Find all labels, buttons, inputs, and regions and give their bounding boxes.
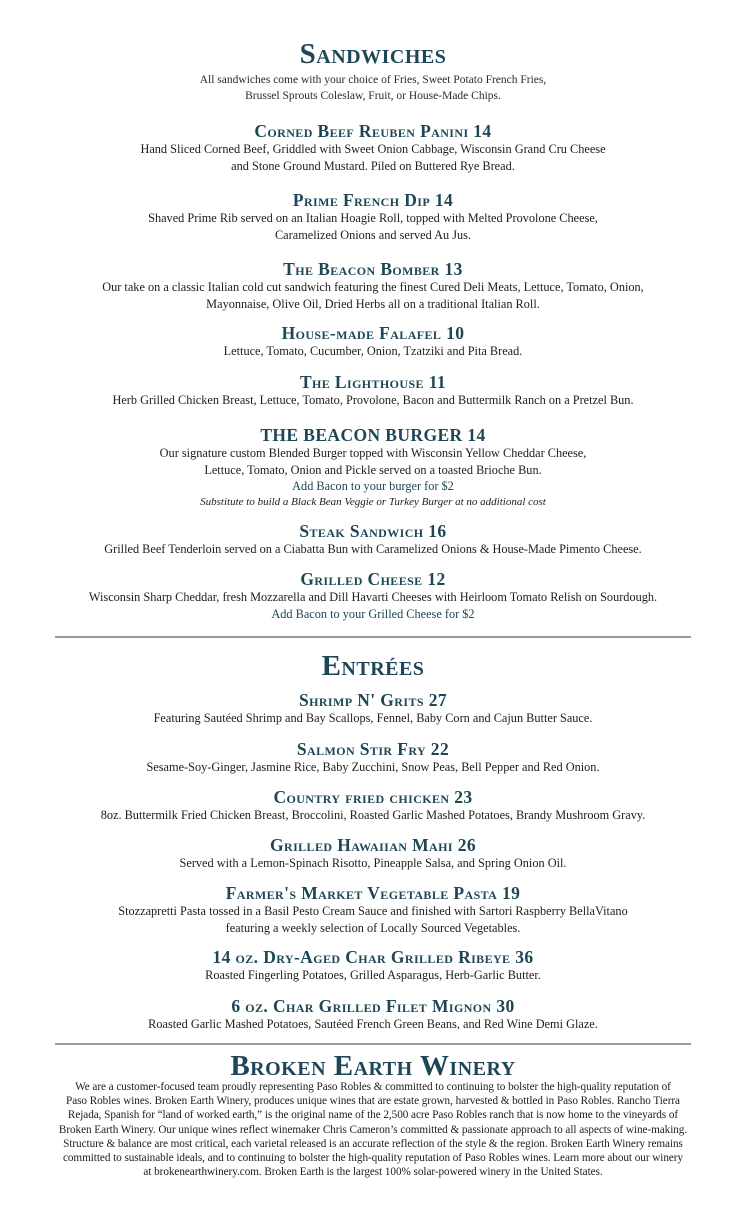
menu-item-prime-french-dip	[0, 190, 746, 243]
menu-item-salmon-stir-fry	[0, 739, 746, 776]
menu-item-steak-sandwich	[0, 521, 746, 558]
item-description: Hand Sliced Corned Beef, Griddled with Sweet Onion Cabbage, Wisconsin Grand Cru Cheese	[140, 142, 606, 156]
item-description: Served with a Lemon-Spinach Risotto, Pineapple Salsa, and Spring Onion Oil.	[179, 856, 567, 870]
item-description: and Stone Ground Mustard. Piled on Buttered Rye Bread.	[231, 158, 515, 173]
item-name: The Lighthouse 11	[299, 372, 447, 392]
item-description: Wisconsin Sharp Cheddar, fresh Mozzarella and Dill Havarti Cheeses with Heirloom Tomato Relish on Sourdough.	[88, 590, 658, 604]
item-name: House-made Falafel 10	[281, 323, 465, 343]
item-name: The Beacon Bomber 13	[283, 259, 463, 279]
item-name: Corned Beef Reuben Panini 14	[254, 121, 492, 141]
entrees-heading: Entrées	[321, 650, 425, 682]
item-description: featuring a weekly selection of Locally Sourced Vegetables.	[225, 920, 521, 935]
menu-item-shrimp-n-grits	[0, 690, 746, 727]
item-name: Shrimp N' Grits 27	[298, 690, 447, 710]
winery-line: We are a customer-focused team proudly representing Paso Robles & committed to continuing to bolster the high-quality reputation of	[75, 1081, 671, 1093]
item-description: Sesame-Soy-Ginger, Jasmine Rice, Baby Zucchini, Snow Peas, Bell Pepper and Red Onion.	[146, 760, 600, 774]
menu-item-beacon-burger	[0, 425, 746, 510]
menu-item-lighthouse	[0, 372, 746, 409]
item-description: Mayonnaise, Olive Oil, Dried Herbs all on a traditional Italian Roll.	[206, 296, 540, 311]
item-description: Lettuce, Tomato, Cucumber, Onion, Tzatziki and Pita Bread.	[223, 344, 523, 358]
item-description: Our signature custom Blended Burger topped with Wisconsin Yellow Cheddar Cheese,	[159, 446, 587, 460]
item-name: THE BEACON BURGER 14	[260, 425, 486, 445]
menu-item-corned-beef-reuben	[0, 121, 746, 174]
menu-item-grilled-cheese	[0, 569, 746, 622]
winery-line: Broken Earth Winery. Our unique wines reflect winemaker Chris Cameron’s committed & passionate approach to all aspects of wine-making.	[58, 1123, 688, 1136]
item-description: Stozzapretti Pasta tossed in a Basil Pesto Cream Sauce and finished with Sartori Raspberry BellaVitano	[118, 904, 628, 918]
intro-line: All sandwiches come with your choice of Fries, Sweet Potato French Fries,	[199, 74, 547, 86]
item-description: Roasted Garlic Mashed Potatoes, Sautéed French Green Beans, and Red Wine Demi Glaze.	[148, 1017, 598, 1031]
winery-line: Structure & balance are most critical, each varietal released is an accurate reflection of the style & the region. Broken Earth Winery remains	[63, 1137, 683, 1150]
section-divider	[55, 636, 691, 638]
item-description: Featuring Sautéed Shrimp and Bay Scallops, Fennel, Baby Corn and Cajun Butter Sauce.	[153, 711, 593, 725]
menu-item-grilled-hawaiian-mahi	[0, 835, 746, 872]
menu-item-farmers-market-pasta	[0, 883, 746, 936]
item-name: 6 oz. Char Grilled Filet Mignon 30	[231, 996, 515, 1016]
item-name: 14 oz. Dry-Aged Char Grilled Ribeye 36	[212, 947, 534, 967]
item-note: Substitute to build a Black Bean Veggie or Turkey Burger at no additional cost	[200, 495, 546, 508]
winery-description	[58, 1080, 688, 1179]
winery-line: committed to sustainable ideals, and to continuing to bolster the high-quality reputation of Paso Robles wines. Learn more about our winery	[62, 1152, 684, 1165]
item-name: Grilled Hawaiian Mahi 26	[270, 835, 476, 855]
item-name: Grilled Cheese 12	[300, 569, 446, 589]
item-description: Caramelized Onions and served Au Jus.	[274, 227, 472, 242]
menu-item-country-fried-chicken	[0, 787, 746, 824]
winery-line: Paso Robles wines. Broken Earth Winery, produces unique wines that are estate grown, harvested & bottled in Paso Robles. Rancho Tierra	[66, 1095, 680, 1108]
item-description: Lettuce, Tomato, Onion and Pickle served on a toasted Brioche Bun.	[204, 462, 542, 477]
menu-item-ribeye	[0, 947, 746, 984]
item-description: Shaved Prime Rib served on an Italian Hoagie Roll, topped with Melted Provolone Cheese,	[148, 211, 598, 225]
item-name: Steak Sandwich 16	[299, 521, 447, 541]
winery-line: at brokenearthwinery.com. Broken Earth is the largest 100% solar-powered winery in the United States.	[143, 1166, 603, 1179]
item-description: 8oz. Buttermilk Fried Chicken Breast, Broccolini, Roasted Garlic Mashed Potatoes, Brandy Mushroom Gravy.	[100, 808, 646, 822]
menu-item-filet-mignon	[0, 996, 746, 1033]
item-name: Salmon Stir Fry 22	[296, 739, 450, 759]
winery-heading: Broken Earth Winery	[230, 1050, 516, 1082]
section-divider	[55, 1043, 691, 1045]
item-name: Country fried chicken 23	[273, 787, 473, 807]
item-name: Prime French Dip 14	[292, 190, 454, 210]
sandwiches-intro	[0, 72, 746, 104]
winery-line: Rejada, Spanish for “land of worked earth,” is the original name of the 2,500 acre Paso Robles ranch that is now home to the vineyards of	[67, 1109, 679, 1122]
item-description: Our take on a classic Italian cold cut sandwich featuring the finest Cured Deli Meats, Lettuce, Tomato, Onion,	[102, 280, 644, 294]
intro-line: Brussel Sprouts Coleslaw, Fruit, or House-Made Chips.	[245, 90, 501, 102]
menu-item-beacon-bomber	[0, 259, 746, 312]
item-description: Herb Grilled Chicken Breast, Lettuce, Tomato, Provolone, Bacon and Buttermilk Ranch on a Pretzel Bun.	[112, 393, 634, 407]
menu-item-house-made-falafel	[0, 323, 746, 360]
item-name: Farmer's Market Vegetable Pasta 19	[225, 883, 521, 903]
item-description: Roasted Fingerling Potatoes, Grilled Asparagus, Herb-Garlic Butter.	[205, 968, 541, 982]
item-addon: Add Bacon to your burger for $2	[292, 479, 454, 493]
item-description: Grilled Beef Tenderloin served on a Ciabatta Bun with Caramelized Onions & House-Made Pimento Cheese.	[104, 542, 642, 556]
sandwiches-heading: Sandwiches	[299, 38, 447, 70]
item-addon: Add Bacon to your Grilled Cheese for $2	[271, 606, 475, 621]
